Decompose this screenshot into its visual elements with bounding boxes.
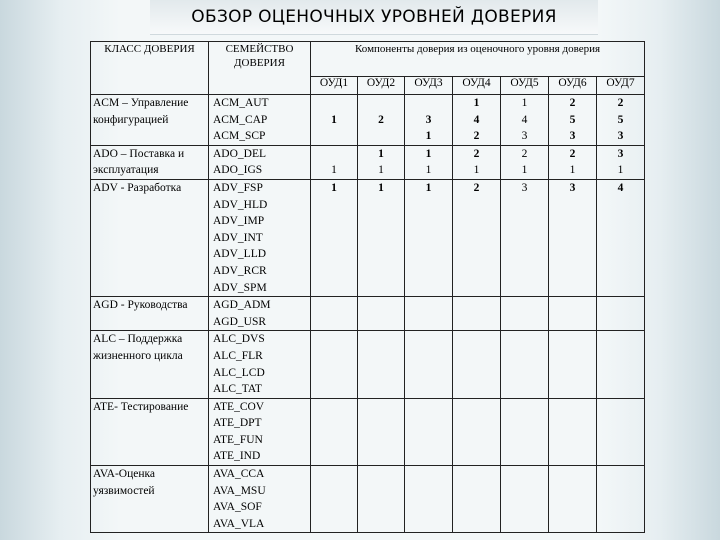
level-cell	[311, 179, 358, 296]
level-value	[313, 365, 355, 382]
level-value	[360, 516, 402, 533]
level-value	[313, 146, 355, 163]
level-value	[455, 381, 498, 398]
family-name: ADO_DEL	[213, 147, 267, 160]
table-body	[91, 95, 645, 533]
class-name: ADO – Поставка и эксплуатация	[91, 145, 209, 179]
level-value	[599, 213, 642, 230]
class-name: ACM – Управление конфигурацией	[91, 95, 209, 146]
level-value: 3	[521, 181, 528, 194]
level-cell	[597, 331, 645, 398]
level-value: 2	[521, 147, 528, 160]
family-name: ADV_RCR	[213, 264, 267, 277]
class-name: ATE- Тестирование	[91, 398, 209, 465]
family-cell	[209, 297, 311, 331]
level-value	[360, 297, 402, 314]
level-value	[503, 297, 546, 314]
level-value	[360, 230, 402, 247]
level-cell	[501, 297, 549, 331]
level-value	[407, 516, 450, 533]
level-cell	[597, 95, 645, 146]
level-value	[551, 399, 594, 416]
level-value	[599, 197, 642, 214]
level-value	[360, 197, 402, 214]
family-cell	[209, 179, 311, 296]
level-value	[551, 483, 594, 500]
level-cell	[453, 466, 501, 533]
level-value	[503, 483, 546, 500]
level-value: 1	[569, 164, 576, 177]
level-value	[551, 516, 594, 533]
level-cell	[549, 398, 597, 465]
header-row	[91, 42, 645, 77]
level-value	[313, 213, 355, 230]
level-value	[551, 466, 594, 483]
level-value	[455, 263, 498, 280]
level-value	[360, 399, 402, 416]
level-value: 2	[473, 181, 480, 194]
class-name: AVA-Оценка уязвимостей	[91, 466, 209, 533]
class-name: ALC – Поддержка жизненного цикла	[91, 331, 209, 398]
level-cell	[453, 331, 501, 398]
level-cell	[549, 145, 597, 179]
level-value	[599, 448, 642, 465]
level-value	[599, 415, 642, 432]
level-value	[360, 213, 402, 230]
family-name: ADV_HLD	[213, 198, 268, 211]
level-cell	[549, 466, 597, 533]
level-value	[551, 331, 594, 348]
level-value	[407, 246, 450, 263]
level-value	[407, 314, 450, 331]
level-value	[407, 499, 450, 516]
level-cell	[311, 331, 358, 398]
level-value	[455, 415, 498, 432]
level-cell	[597, 145, 645, 179]
level-value	[455, 348, 498, 365]
class-row	[91, 179, 645, 296]
page-title: ОБЗОР ОЦЕНОЧНЫХ УРОВНЕЙ ДОВЕРИЯ	[191, 7, 557, 27]
level-value	[551, 432, 594, 449]
level-value	[313, 415, 355, 432]
level-value	[599, 348, 642, 365]
level-value	[551, 246, 594, 263]
level-cell	[453, 398, 501, 465]
family-cell	[209, 145, 311, 179]
level-cell	[453, 145, 501, 179]
level-value	[407, 448, 450, 465]
family-name: ALC_DVS	[213, 333, 265, 346]
level-value	[313, 263, 355, 280]
family-cell	[209, 331, 311, 398]
level-cell	[358, 331, 405, 398]
header-class: КЛАСС ДОВЕРИЯ	[91, 42, 209, 95]
level-cell	[453, 95, 501, 146]
level-value	[503, 466, 546, 483]
class-name: AGD - Руководства	[91, 297, 209, 331]
class-row	[91, 95, 645, 146]
level-value	[360, 381, 402, 398]
level-value: 1	[331, 164, 337, 177]
header-components: Компоненты доверия из оценочного уровня доверия	[311, 42, 645, 77]
level-cell	[405, 331, 453, 398]
level-value: 2	[473, 130, 480, 143]
level-value	[313, 432, 355, 449]
family-name: ADV_FSP	[213, 181, 263, 194]
family-cell	[209, 466, 311, 533]
level-cell	[358, 466, 405, 533]
level-value	[313, 448, 355, 465]
level-cell	[549, 179, 597, 296]
eal-overview-table	[90, 41, 645, 533]
level-value: 1	[378, 164, 384, 177]
level-value	[360, 365, 402, 382]
level-value	[360, 280, 402, 297]
level-value	[503, 432, 546, 449]
level-cell	[405, 179, 453, 296]
level-value	[313, 128, 355, 145]
level-cell	[405, 398, 453, 465]
level-value: 5	[617, 113, 624, 126]
level-value	[455, 466, 498, 483]
header-level: ОУД1	[311, 77, 358, 95]
level-cell	[501, 145, 549, 179]
level-value: 3	[521, 130, 528, 143]
level-value	[360, 448, 402, 465]
class-row	[91, 297, 645, 331]
level-value	[551, 314, 594, 331]
family-name: AGD_USR	[213, 315, 267, 328]
level-value	[313, 197, 355, 214]
family-name: ADV_LLD	[213, 248, 267, 261]
level-value	[503, 399, 546, 416]
level-value	[503, 415, 546, 432]
level-value	[503, 197, 546, 214]
family-name: ADV_INT	[213, 231, 263, 244]
level-cell	[311, 466, 358, 533]
family-cell	[209, 398, 311, 465]
class-row	[91, 466, 645, 533]
level-value	[407, 95, 450, 112]
level-value	[455, 365, 498, 382]
level-value: 2	[378, 113, 384, 126]
level-value	[407, 263, 450, 280]
level-cell	[501, 331, 549, 398]
family-name: AVA_VLA	[213, 517, 265, 530]
level-cell	[358, 95, 405, 146]
level-value: 3	[617, 147, 624, 160]
level-value	[503, 230, 546, 247]
family-name: AVA_CCA	[213, 468, 265, 481]
family-name: AVA_MSU	[213, 484, 266, 497]
level-cell	[358, 297, 405, 331]
family-name: AVA_SOF	[213, 501, 262, 514]
family-name: ALC_LCD	[213, 366, 265, 379]
level-value	[551, 448, 594, 465]
level-value	[551, 197, 594, 214]
level-value	[455, 432, 498, 449]
level-value	[455, 314, 498, 331]
level-value	[407, 348, 450, 365]
level-cell	[501, 466, 549, 533]
level-value	[599, 466, 642, 483]
level-value	[313, 314, 355, 331]
level-value	[455, 213, 498, 230]
level-value: 1	[425, 181, 432, 194]
level-value: 1	[425, 147, 432, 160]
level-value: 2	[569, 97, 576, 109]
level-value	[551, 365, 594, 382]
level-cell	[311, 398, 358, 465]
level-value	[503, 314, 546, 331]
level-value: 4	[473, 113, 480, 126]
level-value	[407, 381, 450, 398]
level-cell	[405, 466, 453, 533]
level-value	[313, 499, 355, 516]
level-value: 1	[331, 181, 337, 194]
level-value	[313, 246, 355, 263]
level-value	[360, 466, 402, 483]
level-cell	[501, 179, 549, 296]
level-value	[551, 348, 594, 365]
family-name: AGD_ADM	[213, 299, 271, 312]
level-value	[407, 466, 450, 483]
level-cell	[597, 179, 645, 296]
level-value: 1	[378, 181, 384, 194]
level-value	[599, 483, 642, 500]
level-value	[551, 499, 594, 516]
level-value	[503, 213, 546, 230]
level-value	[407, 213, 450, 230]
level-value	[360, 314, 402, 331]
level-cell	[453, 179, 501, 296]
level-cell	[358, 398, 405, 465]
family-name: ADV_SPM	[213, 281, 267, 294]
header-level: ОУД7	[597, 77, 645, 95]
level-value	[455, 448, 498, 465]
header-level: ОУД6	[549, 77, 597, 95]
level-value: 2	[473, 147, 480, 160]
level-value	[313, 466, 355, 483]
level-value: 1	[521, 97, 528, 109]
level-value	[313, 399, 355, 416]
level-value	[599, 230, 642, 247]
level-cell	[453, 297, 501, 331]
level-value	[407, 197, 450, 214]
level-value	[407, 483, 450, 500]
level-value	[599, 432, 642, 449]
family-name: ADV_IMP	[213, 215, 265, 228]
level-value	[360, 128, 402, 145]
family-name: ATE_DPT	[213, 417, 262, 430]
level-value: 1	[378, 147, 384, 160]
level-cell	[597, 297, 645, 331]
level-value	[599, 246, 642, 263]
level-value	[599, 499, 642, 516]
header-family: СЕМЕЙСТВО ДОВЕРИЯ	[209, 42, 311, 95]
level-cell	[311, 95, 358, 146]
level-cell	[358, 179, 405, 296]
level-value	[503, 280, 546, 297]
level-value	[455, 483, 498, 500]
level-value	[599, 314, 642, 331]
level-value	[313, 230, 355, 247]
level-value: 3	[569, 181, 576, 194]
level-cell	[549, 297, 597, 331]
level-value	[599, 297, 642, 314]
level-value	[503, 365, 546, 382]
level-value: 3	[425, 113, 432, 126]
family-name: ATE_FUN	[213, 433, 263, 446]
level-value	[599, 516, 642, 533]
level-value	[599, 263, 642, 280]
level-value	[455, 499, 498, 516]
level-value	[599, 381, 642, 398]
level-value	[599, 399, 642, 416]
level-value	[407, 331, 450, 348]
level-value	[407, 280, 450, 297]
level-value	[313, 280, 355, 297]
level-value: 3	[617, 130, 624, 143]
level-value: 2	[617, 97, 624, 109]
level-value	[455, 399, 498, 416]
level-value	[599, 280, 642, 297]
level-value	[360, 348, 402, 365]
family-cell	[209, 95, 311, 146]
level-value	[599, 331, 642, 348]
level-value	[313, 297, 355, 314]
level-cell	[311, 297, 358, 331]
level-value	[455, 331, 498, 348]
level-value	[407, 432, 450, 449]
level-cell	[405, 145, 453, 179]
family-name: ATE_IND	[213, 450, 261, 463]
header-level: ОУД3	[405, 77, 453, 95]
level-value	[360, 483, 402, 500]
level-value: 5	[569, 113, 576, 126]
class-row	[91, 331, 645, 398]
level-value	[455, 246, 498, 263]
level-value: 2	[569, 147, 576, 160]
level-value	[599, 365, 642, 382]
title-band	[150, 0, 598, 35]
level-cell	[597, 466, 645, 533]
level-value	[360, 246, 402, 263]
class-row	[91, 398, 645, 465]
level-value	[360, 331, 402, 348]
level-value	[360, 415, 402, 432]
level-value: 3	[569, 130, 576, 143]
level-value	[455, 297, 498, 314]
level-cell	[549, 331, 597, 398]
level-value	[407, 297, 450, 314]
level-cell	[501, 398, 549, 465]
level-value: 1	[617, 164, 624, 177]
header-level: ОУД5	[501, 77, 549, 95]
level-value	[551, 263, 594, 280]
level-value	[455, 280, 498, 297]
header-level: ОУД4	[453, 77, 501, 95]
level-value	[407, 399, 450, 416]
family-name: ATE_COV	[213, 400, 265, 413]
level-value: 1	[521, 164, 528, 177]
level-value	[551, 230, 594, 247]
level-value	[455, 516, 498, 533]
class-row	[91, 145, 645, 179]
level-value: 1	[473, 97, 480, 109]
level-value	[551, 381, 594, 398]
level-value	[360, 95, 402, 112]
level-value	[503, 263, 546, 280]
level-value	[503, 246, 546, 263]
level-value	[455, 197, 498, 214]
level-value	[503, 516, 546, 533]
level-value	[313, 381, 355, 398]
family-name: ADO_IGS	[213, 164, 263, 177]
level-value	[360, 499, 402, 516]
level-value	[313, 331, 355, 348]
level-value	[551, 415, 594, 432]
level-value	[551, 280, 594, 297]
level-value: 4	[617, 181, 624, 194]
level-value: 1	[331, 113, 337, 126]
family-name: ACM_AUT	[213, 97, 269, 109]
level-value	[360, 432, 402, 449]
level-cell	[597, 398, 645, 465]
level-cell	[311, 145, 358, 179]
level-value: 1	[473, 164, 480, 177]
family-name: ACM_CAP	[213, 113, 268, 126]
level-value	[313, 516, 355, 533]
level-cell	[501, 95, 549, 146]
level-value	[551, 297, 594, 314]
level-value	[503, 381, 546, 398]
level-cell	[549, 95, 597, 146]
level-value	[407, 415, 450, 432]
level-value	[503, 331, 546, 348]
level-value	[503, 448, 546, 465]
family-name: ALC_TAT	[213, 383, 262, 396]
level-value	[503, 348, 546, 365]
level-value	[313, 348, 355, 365]
level-cell	[358, 145, 405, 179]
class-name: ADV - Разработка	[91, 179, 209, 296]
level-value	[313, 483, 355, 500]
level-value: 1	[425, 130, 432, 143]
level-value: 4	[521, 113, 528, 126]
family-name: ALC_FLR	[213, 349, 263, 362]
family-name: ACM_SCP	[213, 130, 266, 143]
level-value	[455, 230, 498, 247]
header-level: ОУД2	[358, 77, 405, 95]
level-value	[407, 365, 450, 382]
level-value	[313, 95, 355, 112]
level-value	[407, 230, 450, 247]
level-cell	[405, 297, 453, 331]
level-value	[360, 263, 402, 280]
level-value: 1	[425, 164, 432, 177]
level-cell	[405, 95, 453, 146]
level-value	[551, 213, 594, 230]
level-value	[503, 499, 546, 516]
